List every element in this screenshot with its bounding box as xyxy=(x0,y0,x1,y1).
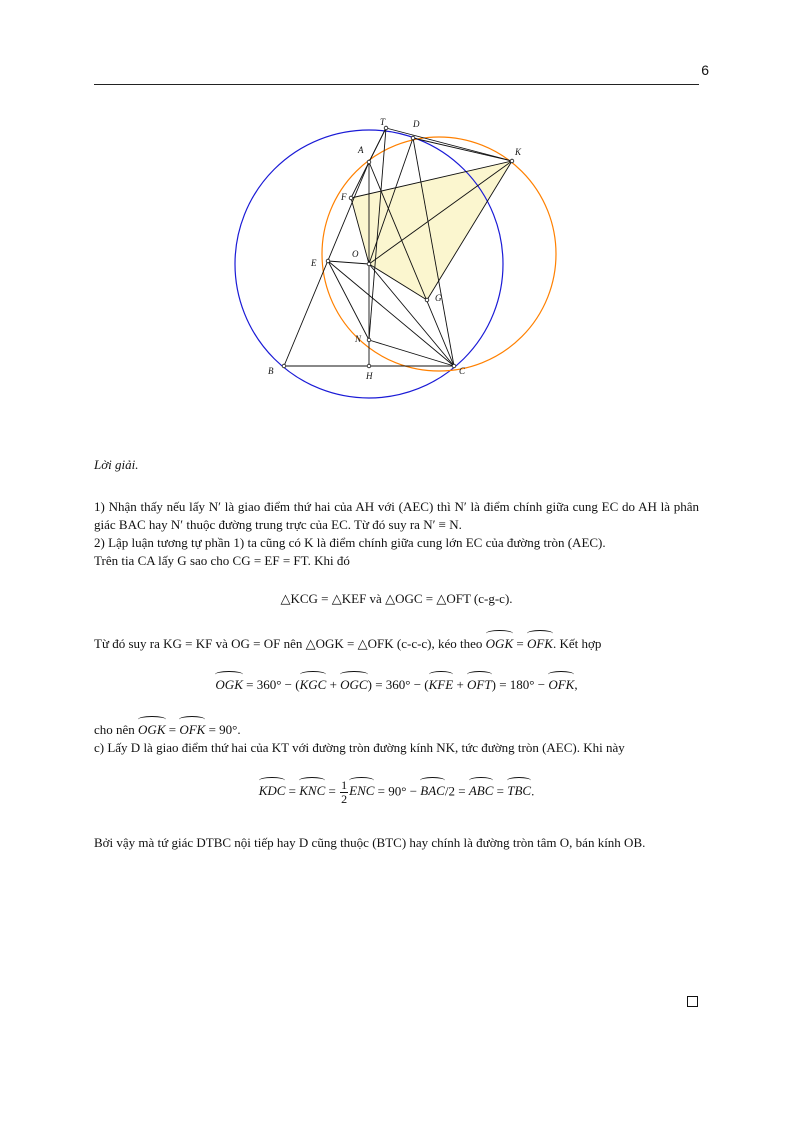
label-h: H xyxy=(366,371,373,381)
label-e: E xyxy=(311,258,317,268)
geometry-svg xyxy=(220,110,580,410)
formula-angle-sum: OGK = 360° − (KGC + OGC) = 360° − (KFE + OFT) = 180° − OFK, xyxy=(94,673,699,694)
page-number: 6 xyxy=(701,62,709,78)
paragraph-conclusion: Bởi vậy mà tứ giác DTBC nội tiếp hay D cũng thuộc (BTC) hay chính là đường tròn tâm O, bán kính OB. xyxy=(94,835,646,850)
solution-heading: Lời giải. xyxy=(94,457,139,472)
label-b: B xyxy=(268,366,274,376)
solution-text xyxy=(94,456,699,852)
paragraph-part2: 2) Lập luận tương tự phần 1) ta cũng có K là điểm chính giữa cung lớn EC của đường tròn (AEC). xyxy=(94,535,606,550)
paragraph-construction: Trên tia CA lấy G sao cho CG = EF = FT. Khi đó xyxy=(94,553,350,568)
label-n: N xyxy=(355,334,362,344)
qed-symbol xyxy=(687,996,698,1007)
header-rule xyxy=(94,84,699,85)
paragraph-deduction: Từ đó suy ra KG = KF và OG = OF nên △OGK = △OFK (c-c-c), kéo theo OGK = OFK. Kết hợp xyxy=(94,632,699,653)
label-d: D xyxy=(413,119,420,129)
label-a: A xyxy=(358,145,364,155)
label-g: G xyxy=(435,293,442,303)
label-f: F xyxy=(341,192,347,202)
formula-angle-chain: KDC = KNC = $\frac{1}{2}$ ENC = 90° − BAC/2 = ABC = TBC. xyxy=(258,778,535,806)
paragraph-part1: 1) Nhận thấy nếu lấy N′ là giao điểm thứ hai của AH với (AEC) thì N′ là điểm chính giữa cung EC do AH là phân giác BAC hay N′ thuộc đường trung trực của EC. Từ đó suy ra N′ ≡ N. xyxy=(94,499,699,532)
label-c: C xyxy=(459,366,466,376)
paragraph-part3: c) Lấy D là giao điểm thứ hai của KT với đường tròn đường kính NK, tức đường tròn (AEC). Khi này xyxy=(94,740,625,755)
label-t: T xyxy=(380,117,386,127)
fraction-half: $\frac{1}{2}$ xyxy=(341,778,348,806)
geometry-figure xyxy=(220,110,580,410)
label-k: K xyxy=(515,147,522,157)
label-o: O xyxy=(352,249,359,259)
paragraph-right-angle: cho nên OGK = OFK = 90°. xyxy=(94,718,699,739)
formula-congruence: △KCG = △KEF và △OGC = △OFT (c-g-c). xyxy=(280,591,513,606)
